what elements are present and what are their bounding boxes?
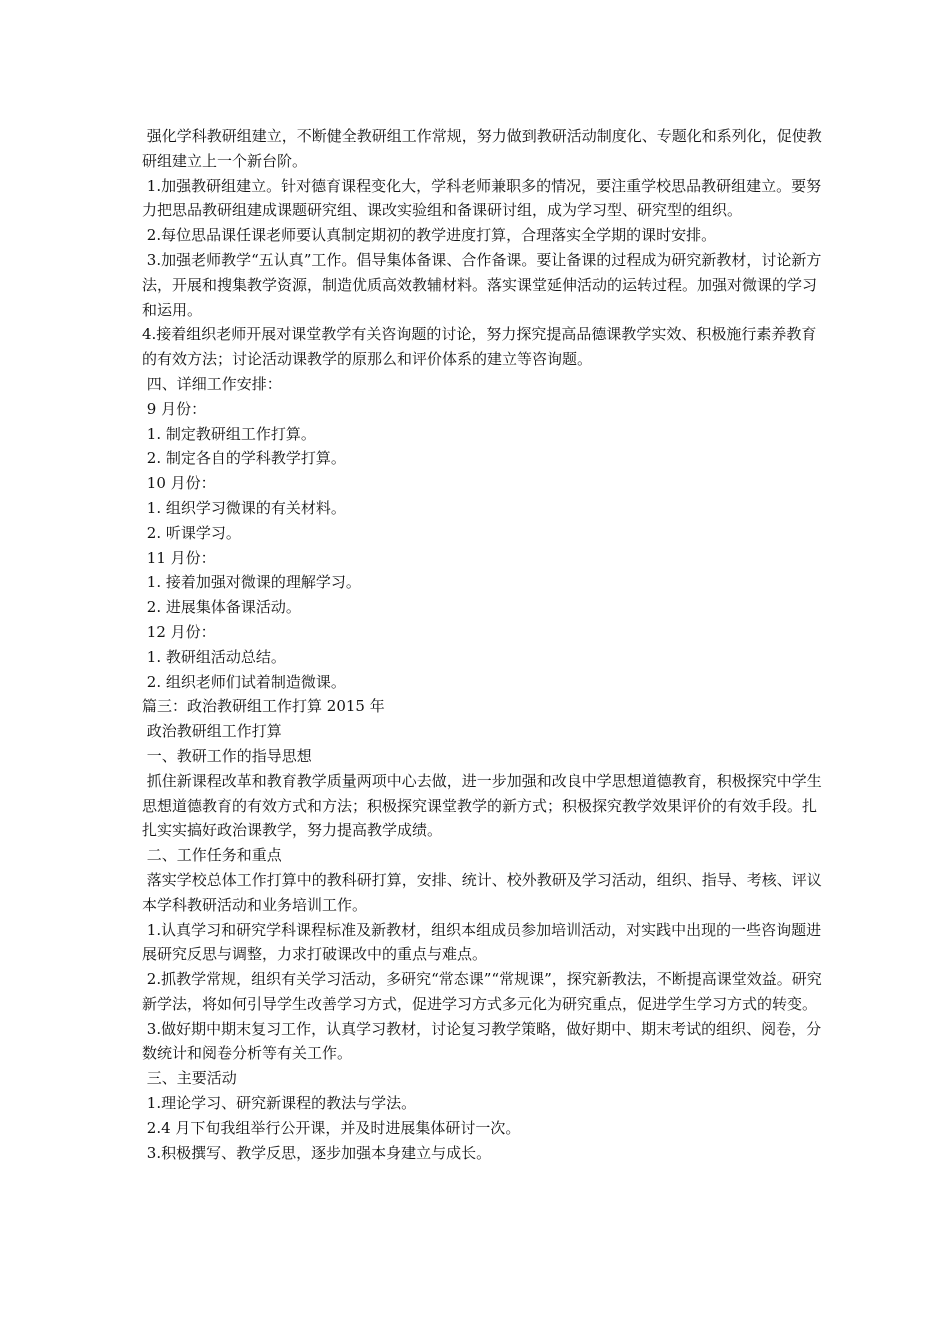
paragraph: 二、工作任务和重点 [142,846,282,865]
paragraph: 1.认真学习和研究学科课程标准及新教材，组织本组成员参加培训活动，对实践中出现的一些咨询题进展研究反思与调整，力求打破课改中的重点与难点。 [142,920,822,964]
paragraph: 2. 进展集体备课活动。 [142,598,301,617]
paragraph: 2. 组织老师们试着制造微课。 [142,672,346,691]
paragraph: 篇三：政治教研组工作打算 2015 年 [142,697,385,716]
paragraph: 1. 教研组活动总结。 [142,647,286,666]
paragraph: 1. 组织学习微课的有关材料。 [142,498,346,517]
paragraph: 落实学校总体工作打算中的教科研打算，安排、统计、校外教研及学习活动，组织、指导、考核、评议本学科教研活动和业务培训工作。 [142,870,822,914]
paragraph: 12 月份： [142,622,216,641]
document-body [142,124,822,1165]
paragraph: 1.理论学习、研究新课程的教法与学法。 [142,1094,417,1113]
paragraph: 11 月份： [142,548,216,567]
paragraph: 3.积极撰写、教学反思，逐步加强本身建立与成长。 [142,1143,492,1162]
paragraph: 2.抓教学常规，组织有关学习活动，多研究“常态课”“常规课”，探究新教法，不断提高课堂效益。研究新学法，将如何引导学生改善学习方式，促进学习方式多元化为研究重点，促进学生学习方式的转变。 [142,970,822,1013]
paragraph: 2.每位思品课任课老师要认真制定期初的教学进度打算，合理落实全学期的课时安排。 [142,226,717,245]
paragraph: 1. 接着加强对微课的理解学习。 [142,573,361,592]
paragraph: 一、教研工作的指导思想 [142,746,312,765]
paragraph: 3.做好期中期末复习工作，认真学习教材，讨论复习教学策略，做好期中、期末考试的组织、阅卷，分数统计和阅卷分析等有关工作。 [142,1019,822,1063]
paragraph: 10 月份： [142,474,216,493]
paragraph: 9 月份： [142,399,207,418]
paragraph: 1.加强教研组建立。针对德育课程变化大，学科老师兼职多的情况，要注重学校思品教研组建立。要努力把思品教研组建成课题研究组、课改实验组和备课研讨组，成为学习型、研究型的组织。 [142,176,822,220]
paragraph: 3.加强老师教学“五认真”工作。倡导集体备课、合作备课。要让备课的过程成为研究新教材，讨论新方法，开展和搜集教学资源，制造优质高效教辅材料。落实课堂延伸活动的运转过程。加强对微课的学习和运用。 [142,250,822,319]
paragraph: 抓住新课程改革和教育教学质量两项中心去做，进一步加强和改良中学思想道德教育，积极探究中学生思想道德教育的有效方式和方法；积极探究课堂教学的新方式；积极探究教学效果评价的有效手段。扎扎实实搞好政治课教学，努力提高教学成绩。 [142,771,822,840]
paragraph: 政治教研组工作打算 [142,722,282,741]
paragraph: 1. 制定教研组工作打算。 [142,424,316,443]
paragraph: 4.接着组织老师开展对课堂教学有关咨询题的讨论，努力探究提高品德课教学实效、积极施行素养教育的有效方法；讨论活动课教学的原那么和评价体系的建立等咨询题。 [142,325,817,369]
paragraph: 四、详细工作安排： [142,374,282,393]
paragraph: 2. 听课学习。 [142,523,241,542]
paragraph: 2. 制定各自的学科教学打算。 [142,449,346,468]
paragraph: 2.4 月下旬我组举行公开课，并及时进展集体研讨一次。 [142,1118,521,1137]
paragraph: 强化学科教研组建立，不断健全教研组工作常规，努力做到教研活动制度化、专题化和系列化，促使教研组建立上一个新台阶。 [142,127,822,170]
paragraph: 三、主要活动 [142,1069,237,1088]
